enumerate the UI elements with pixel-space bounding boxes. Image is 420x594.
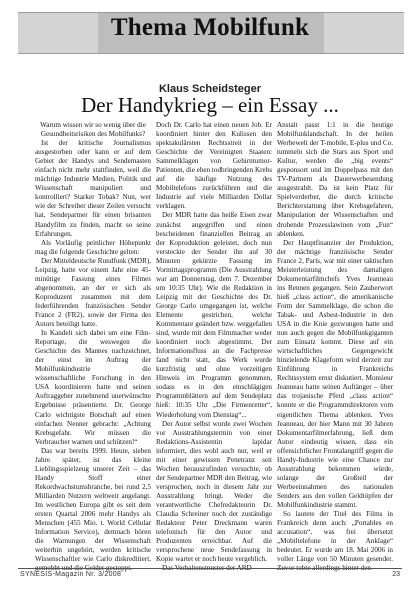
magazine-issue: SYNESIS-Magazin Nr. 3/2008 xyxy=(20,571,122,578)
article-paragraph: Das war bereits 1999. Heute, sieben Jahre später, ist das kleine Lieblingsspielzeug unserer Zeit – das Handy Stoff einer Rekordwachstumsbranche, bei rund 2,5 Milliarden Nutzern weltweit angelangt. Im westlichen Europa gibt es seit dem ersten Quartal 2006 mehr Handys als Menschen (455 Mio. t. World Cellular Information Service), demnach hören die Warnungen der Wissenschaft weiterhin ungehört, werden kritische Wissenschaftler wie Carlo diskreditiert, xyxy=(35,446,151,564)
article-paragraph: So lautete der Titel des Films in Frankreich denn auch: „Portables en accusation“, was frei übersetzt „Mobiltelefone in der Anklage“ bedeutet. Er wurde am 18. Mai 2006 in voller Länge von 50 Minuten gesendet. xyxy=(277,510,393,564)
article-paragraph: Der MDR hatte das heiße Eisen zwar zunächst angegriffen und einen bescheidenen finanziellen Beitrag an der Koproduktion geleistet, doch nun versteckte der Sender ihn auf 30 Minuten gekürzte Fassung im Vormittagsprogramm (Die Ausstrahlung war am Donnerstag, dem 7. Dezember um 10:35 Uhr). Wie die Redaktion in Leipzig mit der Geschichte des Dr. George Carlo umgegangen ist, welche Elemente gestrichen, welche Kommentare geändert bzw. weggefallen sind, wurde mit dem Filmmacher weder koordiniert noch abgestimmt. Der Informationsfluss an die Fachpresse fand nicht statt, das Werk wurde kurzfristig und ohne vorzeitigen Hinweis im Programm genommen, sodass es in den einschlägigen Programmblättern auf dem Sendeplatz hieß: 10:35 Uhr „Die Firmenretter“, Wiederholung vom Dienstag“... xyxy=(156,211,272,419)
article-title: Der Handykrieg – ein Essay ... xyxy=(81,93,339,117)
section-title: Thema Mobilfunk xyxy=(110,14,310,41)
article-author: Klaus Scheidsteger xyxy=(158,83,262,95)
article-paragraph: Anstalt passt 1:1 in die heutige Mobilfunklandschaft. In der heilen Werbewelt der T-mobile, E-plus und Co. tummeln sich die Stars aus Sport und Kultur, werden die „big events“ gesponsort und im Doppelpass mit den TV-Partnern als Dauerwerbesendung ausgestrahlt. Da ist kein Platz für Spielverderber, die durch kritische Berichterstattung über Krebsgefahren, Manipulation der Wissenschaften und drohende Prozesslawinen vom „Fun“ ablenken. xyxy=(277,121,393,238)
page-number: 23 xyxy=(392,571,400,578)
article-paragraph: Ist der kritische Journalismus ausgestorben oder kann er auf dem Gebiet der Handys und Sendemasten einfach nicht mehr stattfinden, weil die mächtige Industrie Medien, Politik und Wissenschaft manipuliert und kontrolliert? Starker Tobak? Nun, wer wie der Schreiber dieser Zeilen versucht hat, Sendepartner für einen brisanten Handyfilm zu finden, macht so seine Erfahrungen. xyxy=(35,139,151,238)
article-column-1 xyxy=(35,121,151,564)
article-paragraph: In Kandelt sich dabei um eine Film-Reportage, die weswegen die Geschichte des Mannes nachzeichnet, der einst im Auftrag der Mobilfunkindustrie die wissenschaftliche Forschung in den USA koordinieren hatte und seinen Auftraggeber zunehmend unerwünschte Ergebnisse präsentierte. Dr. George Carlo wichtigste Botschaft auf einen einfachen Nenner gebracht: „Achtung Krebsgefahr. Wir müssen die Verbraucher warnen und schützen!“ xyxy=(35,329,151,446)
article-paragraph: Als Vorläufig peinlicher Höhepunkt mag die folgende Geschichte gelten: xyxy=(35,238,151,256)
article-paragraph: Der Autor selbst wurde zwei Wochen vor Ausstrahlungstermin von einer Redaktions-Assistentin lapidar informiert, dies wohl auch nur, weil er mit einer gewissen Penetranz seit Wochen herauszufinden versuchte, ob der Sendepartner MDR den Beitrag, wie versprochen, noch in diesem Jahr zur Ausstrahlung bringt. Weder die verantwortliche Chefredakteurin Dr. Claudia Schreiner noch der zuständige Redakteur Peter Dreckmann waren telefonisch für den Autor und Produzenten erreichbar. Auf die versprochene neue Sendefassung in Kopie wartet er noch heute vergeblich. xyxy=(156,419,272,564)
article-paragraph: Der Hauptfinanzier der Produktion, der mächtige französische Sender France 2, Paris, war mit einer taktischen Meisterleistung des damaligen Dokumentarfilmchefs Yves Jeanneau ins Rennen gegangen. Sein Zauberwort hieß „class action“, die amerikanische Form der Sammelklage, die schon die Tabak- und Asbest-Industrie in den USA in die Knie gezwungen hatte und nun auch gegen die Mobilfunkgiganten zum Einsatz kommt. Diese auf ein wirtschaftliches Gegengewicht hinzielende Klageform wird derzeit zur Einführung in Frankreichs Rechtssystem ernst diskutiert. Monsieur Jeanneau hatte seinen Auftänger – über das trojanische Pferd „class action“ konnte er die Programmdirektoren vom eigentlichen Thema ablenken. Yves Jeanneau, der hier Mann mit 30 Jahren Dokumentarfilmerfahrung, ließ dem Autor eindeutig wissen, dass ein offensichtlicher Frontalangriff gegen die Handy-Industrie wie eine Chance zur Ausstrahlung bekommen würde, solange der Großteil der Werbeeinnahmen des nationalen Senders aus den vollen Geldtöpfen der Mobilfunkindustrie stammt. xyxy=(277,238,393,509)
article-intro: Warum wissen wir so wenig über die Gesundheitsrisiken des Mobilfunks? xyxy=(40,121,146,139)
article-column-3 xyxy=(277,121,393,564)
article-paragraph: Doch Dr. Carlo hat einen neuen Job. Er koordiniert hinter den Kulissen den spektakulärsten Rechtsstreit in der Geschichte der Vereinigten Staaten: Sammelklagen von Gehirntumor-Patienten, die eben todbringenden Krebs auf die häufige Nutzung des Mobiltelefons zurückführen und die Industrie auf viele Milliarden Dollar verklagen. xyxy=(156,121,273,211)
footer-divider xyxy=(18,568,402,569)
article-column-2 xyxy=(156,121,273,564)
article-paragraph: Der Mitteldeutsche Rundfunk (MDR), Leipzig, hatte vor einem Jahr eine 45-minütige Fassung eines Filmes abgenommen, an der er sich als Koproduzent zusammen mit dem federführenden französischen Sender France 2 (FR2), sowie der Firma des Autors beteiligt hatte. xyxy=(35,256,151,329)
